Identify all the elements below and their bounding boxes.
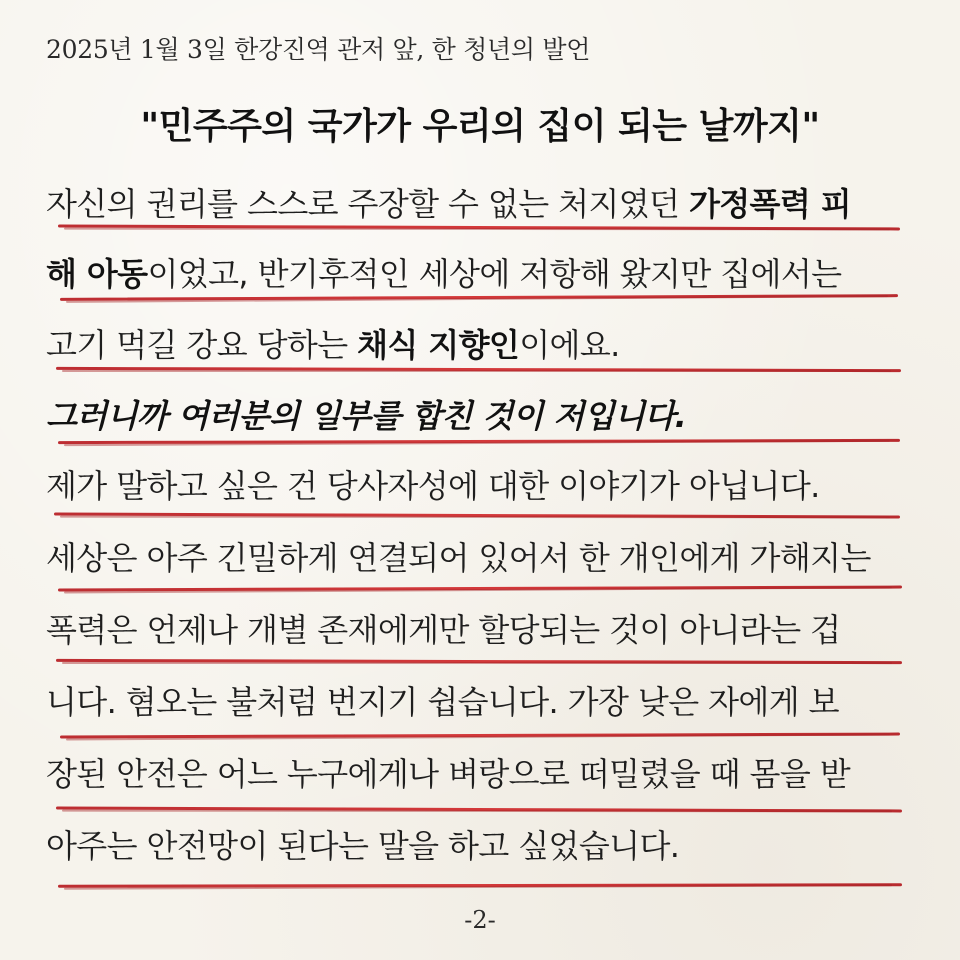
caption: 2025년 1월 3일 한강진역 관저 앞, 한 청년의 발언 [46,35,591,64]
emphasis-text: 가정폭력 피 [688,185,852,223]
emphasis-text: 채식 지향인 [357,326,520,364]
text-line-2 [46,254,841,294]
text-line-5: 제가 말하고 싶은 건 당사자성에 대한 이야기가 아닙니다. [46,467,820,505]
text-line-9: 장된 안전은 어느 누구에게나 벼랑으로 떠밀렸을 때 몸을 받 [46,755,851,793]
text-line-6: 세상은 아주 긴밀하게 연결되어 있어서 한 개인에게 가해지는 [46,539,871,577]
page-number: -2- [464,906,496,934]
text-line-8: 니다. 혐오는 불처럼 번지기 쉽습니다. 가장 낮은 자에게 보 [46,683,839,721]
headline: "민주주의 국가가 우리의 집이 되는 날까지" [140,106,820,147]
text-segment: 이었고, 반기후적인 세상에 저항해 왔지만 집에서는 [147,255,842,293]
text-segment: 고기 먹길 강요 당하는 [46,326,358,364]
text-line-3 [46,325,620,365]
text-line-1 [46,184,851,224]
text-segment: 이에요. [519,326,620,364]
text-line-7: 폭력은 언제나 개별 존재에게만 할당되는 것이 아니라는 겁 [46,611,841,649]
text-segment: 자신의 권리를 스스로 주장할 수 없는 처지였던 [46,185,689,223]
text-line-10: 아주는 안전망이 된다는 말을 하고 싶었습니다. [46,827,680,865]
emphasis-text: 해 아동 [46,255,148,293]
text-line-4: 그러니까 여러분의 일부를 합친 것이 저입니다. [46,397,687,435]
